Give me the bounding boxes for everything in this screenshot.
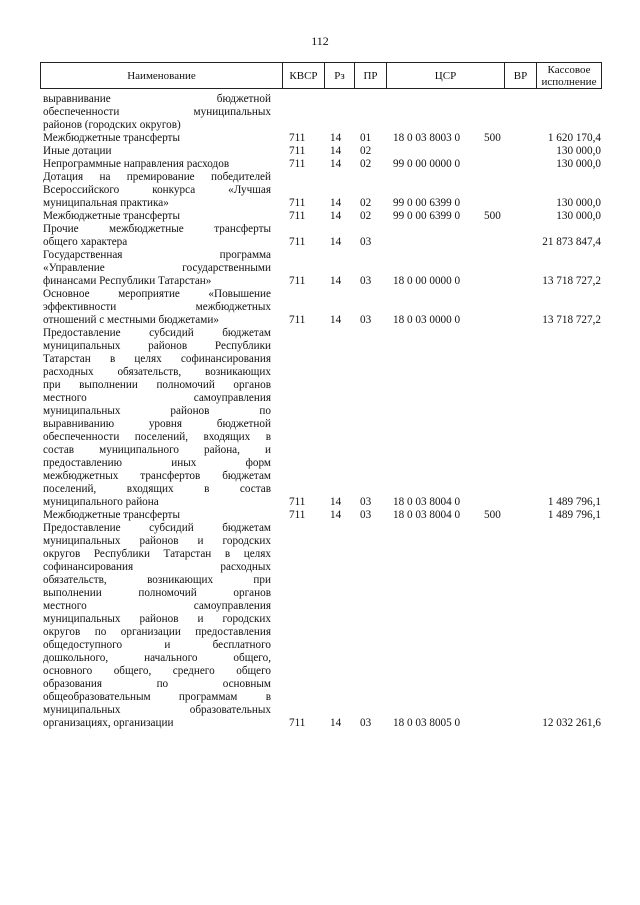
header-csr: ЦСР <box>387 63 505 88</box>
row-pr: 02 <box>360 210 372 222</box>
row-name-line: основного общего, среднего общего <box>43 665 271 677</box>
row-name-line: Предоставление субсидий бюджетам <box>43 522 271 534</box>
header-rz: Рз <box>325 63 355 88</box>
row-csr: 18 0 03 0000 0 <box>393 314 461 326</box>
table-row <box>0 158 640 171</box>
row-name-line: отношений с местными бюджетами» <box>43 314 219 326</box>
row-name-line: финансами Республики Татарстан» <box>43 275 212 287</box>
row-kvsr: 711 <box>289 145 306 157</box>
row-csr: 99 0 00 6399 0 <box>393 210 461 222</box>
row-rz: 14 <box>330 314 342 326</box>
row-kvsr: 711 <box>289 210 306 222</box>
row-kvsr: 711 <box>289 275 306 287</box>
table-row <box>0 249 640 288</box>
row-name-line: Государственная программа <box>43 249 271 261</box>
row-name-line: софинансирования расходных <box>43 561 271 573</box>
row-amount: 1 620 170,4 <box>547 132 601 144</box>
row-csr: 18 0 03 8003 0 <box>393 132 461 144</box>
row-kvsr: 711 <box>289 236 306 248</box>
row-kvsr: 711 <box>289 314 306 326</box>
row-kvsr: 711 <box>289 197 306 209</box>
row-name-line: выполнении полномочий органов <box>43 587 271 599</box>
header-vr: ВР <box>505 63 537 88</box>
table-body <box>0 93 640 730</box>
header-name: Наименование <box>41 63 283 88</box>
table-row <box>0 93 640 132</box>
row-csr: 18 0 03 8004 0 <box>393 496 461 508</box>
row-pr: 01 <box>360 132 372 144</box>
row-name <box>43 288 271 327</box>
header-amount <box>537 63 601 88</box>
row-name-line: Дотация на премирование победителей <box>43 171 271 183</box>
row-name-line: Межбюджетные трансферты <box>43 509 180 521</box>
row-name <box>43 522 271 730</box>
row-name-line: межбюджетных трансфертов бюджетам <box>43 470 271 482</box>
table-row <box>0 132 640 145</box>
header-amount-line1: Кассовое <box>547 63 591 76</box>
row-amount: 13 718 727,2 <box>542 275 601 287</box>
header-pr: ПР <box>355 63 387 88</box>
row-pr: 02 <box>360 158 372 170</box>
row-amount: 21 873 847,4 <box>542 236 601 248</box>
row-rz: 14 <box>330 145 342 157</box>
row-amount: 12 032 261,6 <box>542 717 601 729</box>
row-name <box>43 145 271 158</box>
row-name <box>43 249 271 288</box>
row-name-line: муниципальных образовательных <box>43 704 271 716</box>
row-name <box>43 223 271 249</box>
row-rz: 14 <box>330 210 342 222</box>
row-name-line: Межбюджетные трансферты <box>43 210 180 222</box>
row-name-line: общедоступного и бесплатного <box>43 639 271 651</box>
row-name-line: поселений, входящих в состав <box>43 483 271 495</box>
row-rz: 14 <box>330 197 342 209</box>
row-amount: 130 000,0 <box>556 145 601 157</box>
row-name-line: местного самоуправления <box>43 392 271 404</box>
row-name-line: обязательств, возникающих при <box>43 574 271 586</box>
row-kvsr: 711 <box>289 717 306 729</box>
row-name-line: муниципальная практика» <box>43 197 169 209</box>
row-name-line: выравниванию уровня бюджетной <box>43 418 271 430</box>
table-row <box>0 509 640 522</box>
row-kvsr: 711 <box>289 132 306 144</box>
row-rz: 14 <box>330 509 342 521</box>
row-vr: 500 <box>484 210 501 222</box>
row-name-line: образования по основным <box>43 678 271 690</box>
row-rz: 14 <box>330 132 342 144</box>
row-amount: 130 000,0 <box>556 197 601 209</box>
row-name-line: обеспеченности муниципальных <box>43 106 271 118</box>
row-name-line: обеспеченности поселений, входящих в <box>43 431 271 443</box>
row-name <box>43 210 271 223</box>
row-name-line: муниципальных районов и городских <box>43 535 271 547</box>
row-name <box>43 132 271 145</box>
row-csr: 18 0 00 0000 0 <box>393 275 461 287</box>
row-name-line: при выполнении полномочий органов <box>43 379 271 391</box>
page-number: 112 <box>311 34 329 48</box>
row-name-line: муниципального района <box>43 496 159 508</box>
table-row <box>0 210 640 223</box>
row-pr: 03 <box>360 236 372 248</box>
row-name <box>43 327 271 509</box>
table-row <box>0 171 640 210</box>
row-pr: 03 <box>360 509 372 521</box>
row-csr: 18 0 03 8004 0 <box>393 509 461 521</box>
row-vr: 500 <box>484 509 501 521</box>
row-name-line: общего характера <box>43 236 128 248</box>
row-csr: 99 0 00 0000 0 <box>393 158 461 170</box>
table-row <box>0 288 640 327</box>
row-amount: 1 489 796,1 <box>547 496 601 508</box>
row-name-line: Прочие межбюджетные трансферты <box>43 223 271 235</box>
table-row <box>0 327 640 509</box>
row-name <box>43 158 271 171</box>
row-name-line: предоставлению иных форм <box>43 457 271 469</box>
row-amount: 1 489 796,1 <box>547 509 601 521</box>
table-row <box>0 522 640 730</box>
row-kvsr: 711 <box>289 496 306 508</box>
row-name-line: районов (городских округов) <box>43 119 181 131</box>
row-name-line: Непрограммные направления расходов <box>43 158 230 170</box>
row-name-line: организациях, организации <box>43 717 174 729</box>
row-kvsr: 711 <box>289 158 306 170</box>
row-name-line: Основное мероприятие «Повышение <box>43 288 271 300</box>
row-name-line: муниципальных районов Республики <box>43 340 271 352</box>
row-name-line: эффективности межбюджетных <box>43 301 271 313</box>
row-rz: 14 <box>330 717 342 729</box>
row-name <box>43 93 271 132</box>
row-name-line: Всероссийского конкурса «Лучшая <box>43 184 271 196</box>
row-name-line: округов Республики Татарстан в целях <box>43 548 271 560</box>
row-name-line: Межбюджетные трансферты <box>43 132 180 144</box>
table-row <box>0 145 640 158</box>
row-amount: 13 718 727,2 <box>542 314 601 326</box>
row-name-line: дошкольного, начального общего, <box>43 652 271 664</box>
row-name-line: «Управление государственными <box>43 262 271 274</box>
table-row <box>0 223 640 249</box>
row-pr: 03 <box>360 275 372 287</box>
header-kvsr: КВСР <box>283 63 325 88</box>
row-name-line: Иные дотации <box>43 145 112 157</box>
row-pr: 03 <box>360 314 372 326</box>
row-name-line: Татарстан в целях софинансирования <box>43 353 271 365</box>
row-name-line: выравнивание бюджетной <box>43 93 271 105</box>
row-name <box>43 171 271 210</box>
row-amount: 130 000,0 <box>556 158 601 170</box>
row-name-line: муниципальных районов по <box>43 405 271 417</box>
row-rz: 14 <box>330 236 342 248</box>
row-name-line: общеобразовательным программам в <box>43 691 271 703</box>
row-pr: 02 <box>360 145 372 157</box>
row-rz: 14 <box>330 158 342 170</box>
table-header <box>40 62 602 89</box>
row-name-line: местного самоуправления <box>43 600 271 612</box>
row-rz: 14 <box>330 496 342 508</box>
row-csr: 99 0 00 6399 0 <box>393 197 461 209</box>
header-amount-line2: исполнение <box>541 75 597 88</box>
row-kvsr: 711 <box>289 509 306 521</box>
row-rz: 14 <box>330 275 342 287</box>
row-pr: 03 <box>360 496 372 508</box>
row-name-line: муниципальных районов и городских <box>43 613 271 625</box>
row-csr: 18 0 03 8005 0 <box>393 717 461 729</box>
row-amount: 130 000,0 <box>556 210 601 222</box>
row-name-line: Предоставление субсидий бюджетам <box>43 327 271 339</box>
row-name-line: округов по организации предоставления <box>43 626 271 638</box>
row-name-line: состав муниципального района, и <box>43 444 271 456</box>
row-pr: 03 <box>360 717 372 729</box>
row-vr: 500 <box>484 132 501 144</box>
row-pr: 02 <box>360 197 372 209</box>
row-name-line: расходных обязательств, возникающих <box>43 366 271 378</box>
row-name <box>43 509 271 522</box>
